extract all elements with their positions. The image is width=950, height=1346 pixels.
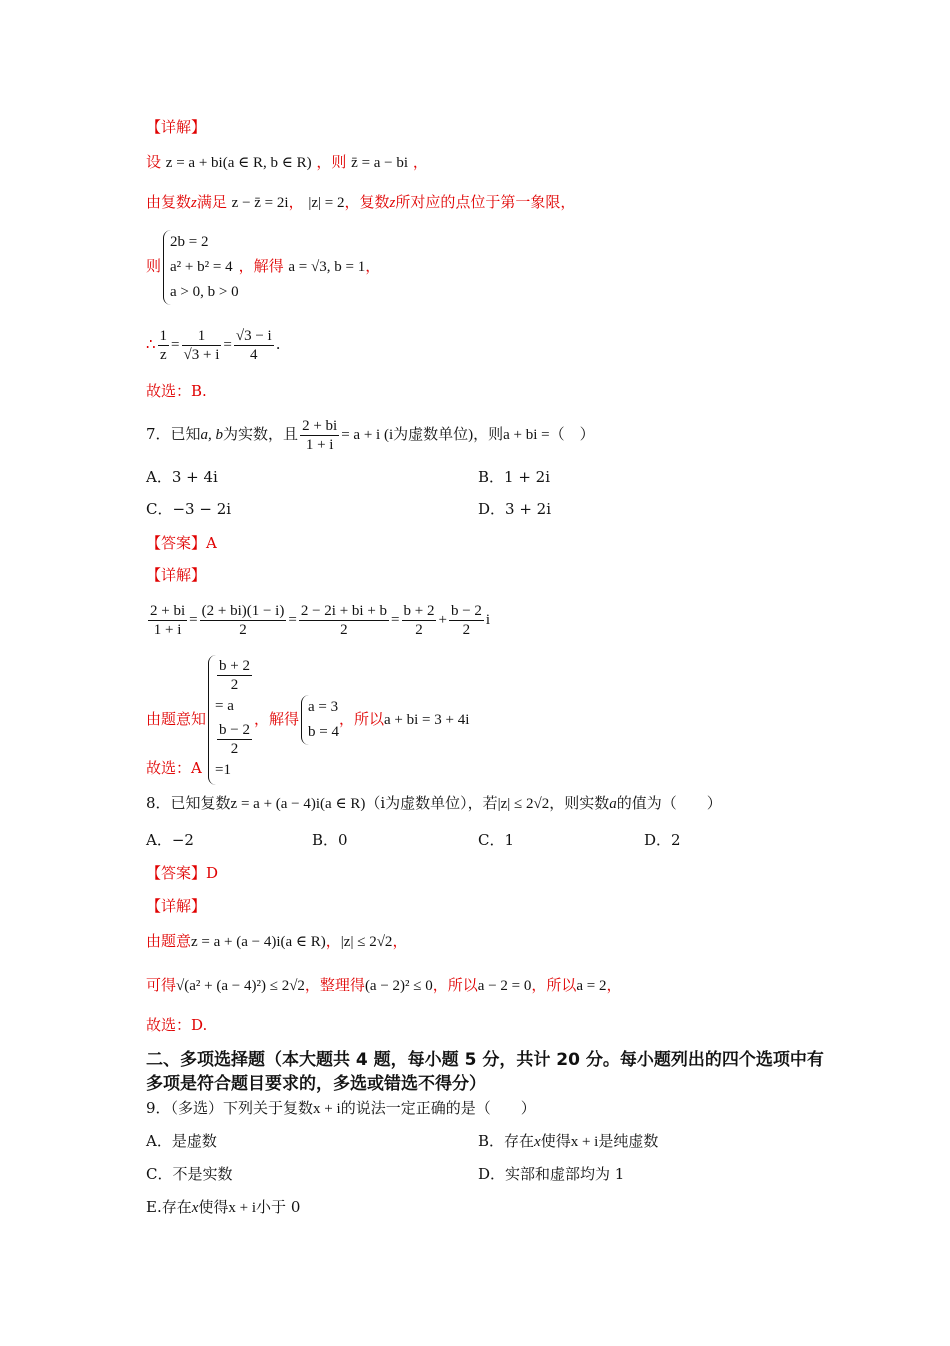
s6-line-2 <box>146 192 575 213</box>
fraction: $\frac{2 + bi}{1 + i}$ <box>150 603 186 639</box>
q8-line-2: 可得√(a² + (a − 4)²) ≤ 2√2，整理得(a − 2)² ≤ 0，所以a − 2 = 0，所以a = 2， <box>146 976 622 994</box>
q7-option-b[interactable]: B．1 + 2i <box>478 468 551 486</box>
math: z <box>191 195 197 211</box>
q7-calc: $\frac{2 + bi}{1 + i}$ = $\frac{(2 + bi)(1 - i)}{2}$ = $\frac{2 - 2i + bi + b}{2}$ = $\frac{b + 2}{2}$ + $\frac{b - 2}{2}$ i <box>150 603 491 639</box>
fraction: $\frac{b + 2}{2}$ <box>403 603 435 639</box>
answer-7: 【答案】A <box>146 534 217 552</box>
text: ， <box>288 193 304 211</box>
answer-8: 【答案】D <box>146 864 219 882</box>
fraction: $\frac{1}{z}$ <box>159 327 168 363</box>
choose-7: 故选：A <box>146 759 202 777</box>
text: 由题意知 <box>146 710 207 728</box>
choose-6: 故选：B. <box>146 382 207 400</box>
math: z − z̄ = 2i <box>231 195 289 211</box>
detail-label-6: 【详解】 <box>146 118 207 136</box>
fraction: $\frac{2 - 2i + bi + b}{2}$ <box>300 603 388 639</box>
math: z = a + bi(a ∈ R, b ∈ R) <box>165 155 312 171</box>
detail-label-7: 【详解】 <box>146 566 207 584</box>
q8-stem: 8．已知复数z = a + (a − 4)i(a ∈ R)（i为虚数单位），若|z| ≤ 2√2，则实数a的值为（ ） <box>146 794 722 812</box>
eq: = <box>171 337 180 353</box>
math: = a + i (i为虚数单位)，则 <box>341 427 504 443</box>
solution-system: a = 3 b = 4 <box>301 695 339 745</box>
s6-line-3 <box>146 228 380 305</box>
fraction: $\frac{b - 2}{2}$ <box>450 603 482 639</box>
q7-stem <box>146 414 595 455</box>
math: a + bi = 3 + 4i <box>383 712 470 728</box>
text: 由复数 <box>146 193 192 211</box>
equation-system: b + 2 2 = a b − 2 2 =1 <box>208 655 254 785</box>
equation-system <box>163 230 239 305</box>
text: 所对应的点位于第一象限， <box>395 193 576 211</box>
math: z <box>389 195 396 211</box>
text: ，解得 <box>253 710 299 728</box>
q8-option-d[interactable]: D．2 <box>644 831 681 849</box>
text: ， <box>412 153 428 171</box>
section-heading: 二、多项选择题（本大题共 4 题，每小题 5 分，共计 20 分。每小题列出的四个选项中有多项是符合题目要求的，多选或错选不得分） <box>146 1050 824 1094</box>
math: a, b <box>200 427 224 443</box>
text: 设 <box>146 153 162 171</box>
q9-stem: 9．（多选）下列关于复数x + i的说法一定正确的是（ ） <box>146 1099 536 1117</box>
math: |z| = 2 <box>308 195 345 211</box>
text: ，则 <box>316 153 347 171</box>
detail-label-8: 【详解】 <box>146 897 207 915</box>
q9-option-d[interactable]: D．实部和虚部均为 1 <box>478 1165 625 1183</box>
math: a = √3, b = 1 <box>288 259 366 275</box>
s6-line-4 <box>146 322 280 367</box>
text: . <box>275 335 281 353</box>
q9-option-a[interactable]: A．是虚数 <box>146 1132 217 1150</box>
q7-option-a[interactable]: A．3 + 4i <box>146 468 218 486</box>
text: ∴ <box>146 335 156 353</box>
q8-line-1: 由题意z = a + (a − 4)i(a ∈ R)，|z| ≤ 2√2， <box>146 932 408 950</box>
math: a + bi =（ ） <box>503 427 595 443</box>
text: ，所以 <box>338 710 384 728</box>
q9-option-b[interactable]: B．存在x使得x + i是纯虚数 <box>478 1132 659 1150</box>
q8-option-c[interactable]: C．1 <box>478 831 515 849</box>
choose-8: 故选：D. <box>146 1016 208 1034</box>
q8-option-a[interactable]: A．−2 <box>146 831 194 849</box>
eq: 2b = 2 <box>170 233 209 250</box>
q9-option-c[interactable]: C．不是实数 <box>146 1165 233 1183</box>
text: ， <box>365 257 381 275</box>
q9-option-e[interactable]: E.存在x使得x + i小于 0 <box>146 1198 301 1216</box>
text: 满足 <box>196 193 227 211</box>
fraction: $\frac{2 + bi}{1 + i}$ <box>302 417 338 453</box>
text: 为实数，且 <box>223 425 299 443</box>
q8-option-b[interactable]: B．0 <box>312 831 348 849</box>
fraction: $\frac{√3 - i}{4}$ <box>235 327 272 363</box>
text: 7．已知 <box>146 425 201 443</box>
text: 则 <box>146 257 162 275</box>
text: ，复数 <box>344 193 390 211</box>
q7-option-d[interactable]: D．3 + 2i <box>478 500 552 518</box>
eq: a² + b² = 4 <box>170 258 233 275</box>
eq: a > 0, b > 0 <box>170 283 239 300</box>
math: z̄ = a − bi <box>351 155 409 171</box>
q7-option-c[interactable]: C．−3 − 2i <box>146 500 232 518</box>
fraction: $\frac{1}{√3 + i}$ <box>183 327 220 363</box>
text: ，解得 <box>238 257 284 275</box>
s6-line-1 <box>146 152 428 173</box>
eq: = <box>223 337 232 353</box>
fraction: $\frac{(2 + bi)(1 - i)}{2}$ <box>201 603 285 639</box>
